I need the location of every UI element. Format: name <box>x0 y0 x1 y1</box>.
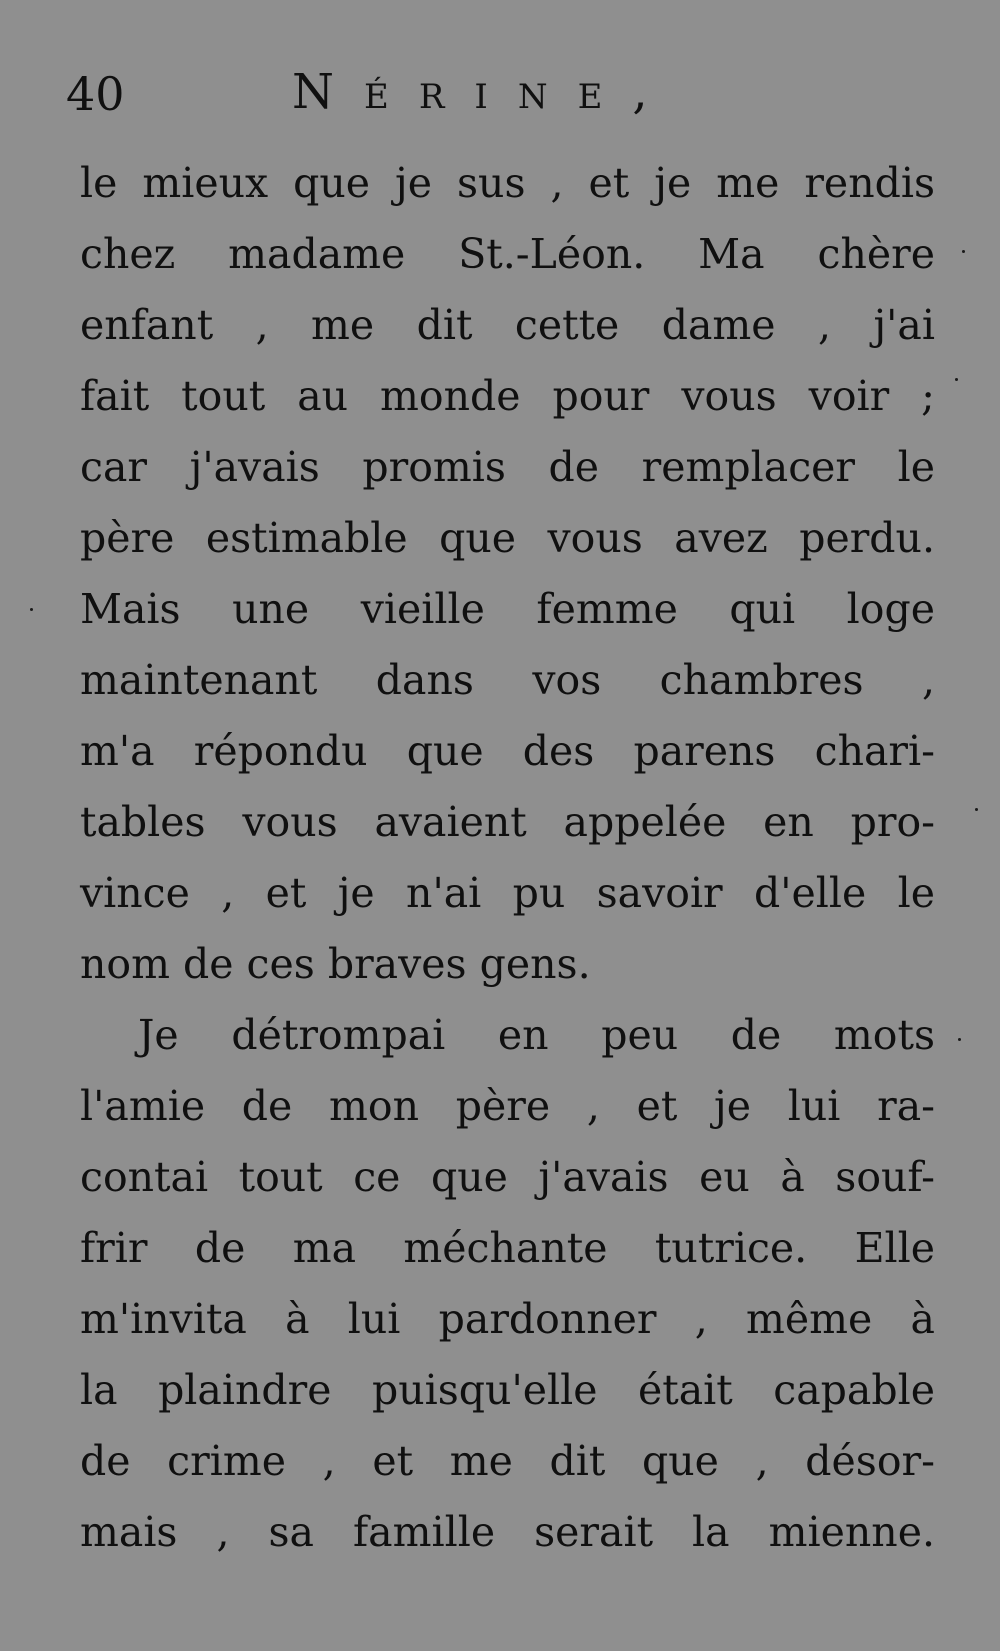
body-text <box>80 148 935 1568</box>
text-line: m'invita à lui pardonner , même à <box>80 1295 935 1343</box>
text-line: le mieux que je sus , et je me rendis <box>80 159 935 207</box>
page-header <box>62 62 942 132</box>
text-line: fait tout au monde pour vous voir ; <box>80 372 935 420</box>
running-title: Nérine, <box>292 64 678 120</box>
text-line: tables vous avaient appelée en pro- <box>80 798 935 846</box>
text-line: mais , sa famille serait la mienne. <box>80 1508 935 1556</box>
text-line: père estimable que vous avez perdu. <box>80 514 935 562</box>
text-line: Je détrompai en peu de mots <box>138 1011 935 1059</box>
paragraph-2 <box>80 1000 935 1568</box>
text-line: maintenant dans vos chambres , <box>80 656 935 704</box>
text-line: de crime , et me dit que , désor- <box>80 1437 935 1485</box>
text-line: vince , et je n'ai pu savoir d'elle le <box>80 869 935 917</box>
text-line: enfant , me dit cette dame , j'ai <box>80 301 935 349</box>
page-number: 40 <box>66 67 125 121</box>
ink-speck <box>958 1038 961 1041</box>
ink-speck <box>955 378 958 381</box>
ink-speck <box>975 808 978 811</box>
text-line: contai tout ce que j'avais eu à souf- <box>80 1153 935 1201</box>
text-line: car j'avais promis de remplacer le <box>80 443 935 491</box>
ink-speck <box>962 250 965 253</box>
text-line: m'a répondu que des parens chari- <box>80 727 935 775</box>
text-line: chez madame St.-Léon. Ma chère <box>80 230 935 278</box>
ink-speck <box>30 608 33 611</box>
text-line: nom de ces braves gens. <box>80 940 591 988</box>
text-line: Mais une vieille femme qui loge <box>80 585 935 633</box>
text-line: la plaindre puisqu'elle était capable <box>80 1366 935 1414</box>
text-line: l'amie de mon père , et je lui ra- <box>80 1082 935 1130</box>
text-line: frir de ma méchante tutrice. Elle <box>80 1224 935 1272</box>
paragraph-1 <box>80 148 935 1000</box>
